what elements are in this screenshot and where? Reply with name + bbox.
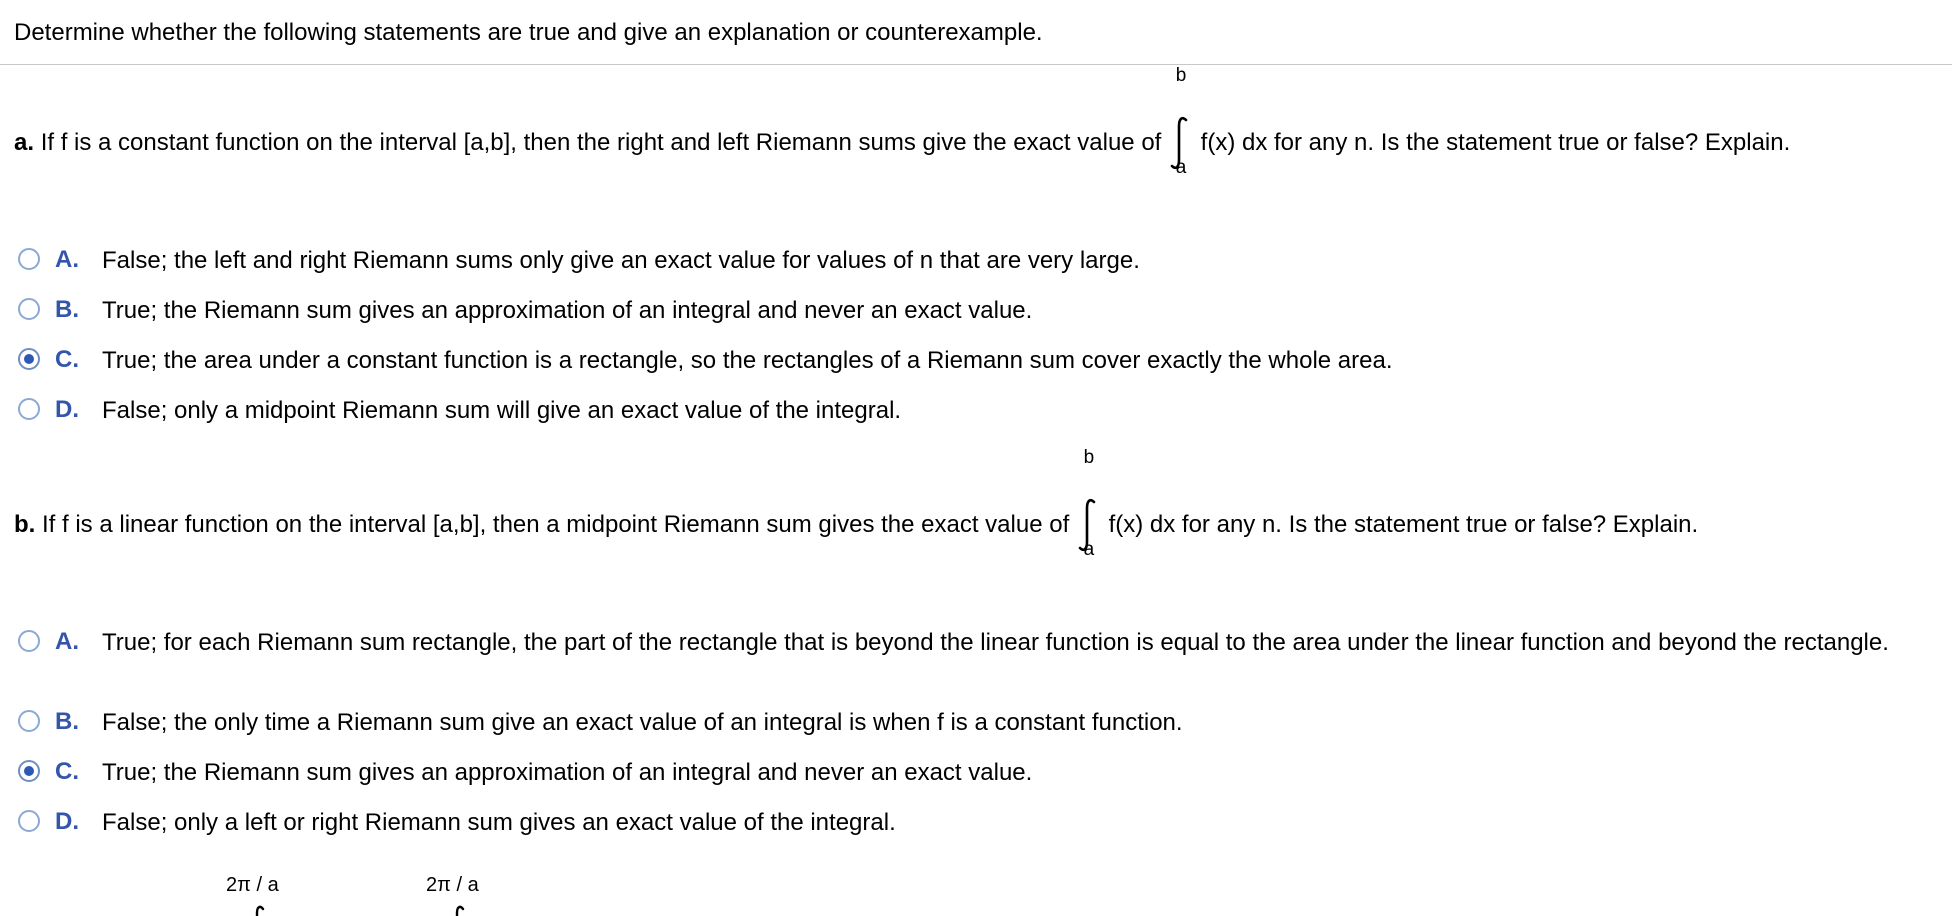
question-a-statement [14,65,1791,178]
integral-glyph-icon [451,905,465,916]
next-integral-upper-limit-2: 2π / a [426,874,479,896]
integral-sign-icon [1168,65,1194,178]
option-letter: B. [55,296,79,323]
integral-upper-limit: b [1175,65,1187,86]
option-letter: D. [55,396,79,423]
question-a-label: a. [14,129,35,156]
question-b-text-after: f(x) dx for any n. Is the statement true or false? Explain. [1108,511,1699,538]
radio-button[interactable] [18,630,40,652]
question-a-text-before: If f is a constant function on the interval [a,b], then the right and left Riemann sums give the exact value of [40,129,1162,156]
option-letter: A. [55,246,79,273]
radio-button[interactable] [18,810,40,832]
option-text: True; the area under a constant function is a rectangle, so the rectangles of a Riemann sum cover exactly the whole area. [102,347,1393,374]
radio-button[interactable] [18,710,40,732]
radio-button-selected[interactable] [18,348,40,370]
option-letter: D. [55,808,79,835]
option-text: False; only a midpoint Riemann sum will give an exact value of the integral. [102,397,902,424]
option-text: True; the Riemann sum gives an approximation of an integral and never an exact value. [102,297,1033,324]
radio-button[interactable] [18,298,40,320]
integral-lower-limit: a [1083,539,1095,560]
option-letter: C. [55,758,79,785]
radio-button[interactable] [18,398,40,420]
option-letter: C. [55,346,79,373]
integral-lower-limit: a [1175,157,1187,178]
integral-upper-limit: b [1083,447,1095,468]
option-letter: A. [55,628,79,655]
option-text: True; the Riemann sum gives an approximation of an integral and never an exact value. [102,759,1033,786]
option-text: False; the left and right Riemann sums only give an exact value for values of n that are very large. [102,247,1140,274]
next-integral-upper-limit-1: 2π / a [226,874,279,896]
question-a-text-after: f(x) dx for any n. Is the statement true or false? Explain. [1200,129,1791,156]
integral-sign-icon [1076,447,1102,560]
option-text: False; only a left or right Riemann sum gives an exact value of the integral. [102,809,896,836]
question-b-statement [14,447,1699,560]
option-text: True; for each Riemann sum rectangle, the part of the rectangle that is beyond the linear function is equal to the area under the linear function and beyond the rectangle. [102,629,1889,656]
radio-button-selected[interactable] [18,760,40,782]
question-b-text-before: If f is a linear function on the interval [a,b], then a midpoint Riemann sum gives the exact value of [42,511,1070,538]
option-text: False; the only time a Riemann sum give an exact value of an integral is when f is a constant function. [102,709,1183,736]
question-b-label: b. [14,511,36,538]
header-divider [0,64,1952,65]
integral-glyph-icon [251,905,265,916]
option-letter: B. [55,708,79,735]
instructions-text: Determine whether the following statements are true and give an explanation or counterexample. [14,19,1043,46]
radio-button[interactable] [18,248,40,270]
